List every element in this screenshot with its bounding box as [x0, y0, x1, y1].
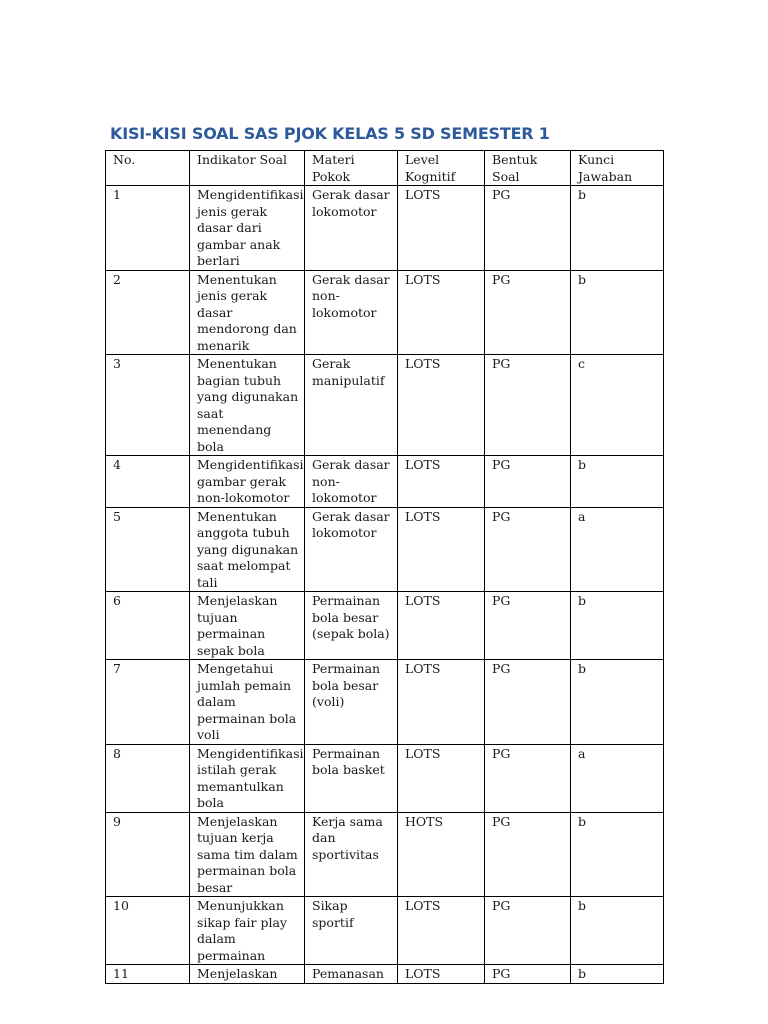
cell-level: LOTS: [398, 965, 485, 984]
cell-kunci: b: [571, 965, 664, 984]
cell-bentuk: PG: [485, 897, 571, 965]
header-no: No.: [106, 151, 190, 186]
table-row: [106, 355, 664, 456]
cell-kunci: b: [571, 812, 664, 897]
cell-materi: Pemanasan: [305, 965, 398, 984]
cell-materi: Gerak manipulatif: [305, 355, 398, 456]
cell-bentuk: PG: [485, 186, 571, 271]
cell-kunci: b: [571, 270, 664, 355]
table-row: [106, 660, 664, 745]
cell-level: LOTS: [398, 660, 485, 745]
cell-no: 9: [106, 812, 190, 897]
header-level: Level Kognitif: [398, 151, 485, 186]
cell-materi: Sikap sportif: [305, 897, 398, 965]
cell-indikator: Mengidentifikasi gambar gerak non-lokomotor: [190, 456, 305, 508]
header-row: [106, 151, 664, 186]
cell-no: 7: [106, 660, 190, 745]
header-kunci: Kunci Jawaban: [571, 151, 664, 186]
cell-materi: Gerak dasar lokomotor: [305, 186, 398, 271]
cell-indikator: Menentukan jenis gerak dasar mendorong dan menarik: [190, 270, 305, 355]
cell-bentuk: PG: [485, 812, 571, 897]
cell-indikator: Menjelaskan tujuan kerja sama tim dalam permainan bola besar: [190, 812, 305, 897]
cell-indikator: Menjelaskan: [190, 965, 305, 984]
cell-kunci: b: [571, 592, 664, 660]
cell-bentuk: PG: [485, 456, 571, 508]
cell-level: LOTS: [398, 897, 485, 965]
cell-materi: Gerak dasar non-lokomotor: [305, 270, 398, 355]
cell-no: 1: [106, 186, 190, 271]
table-row: [106, 456, 664, 508]
cell-level: LOTS: [398, 592, 485, 660]
cell-no: 11: [106, 965, 190, 984]
header-materi: Materi Pokok: [305, 151, 398, 186]
cell-kunci: c: [571, 355, 664, 456]
cell-materi: Kerja sama dan sportivitas: [305, 812, 398, 897]
cell-bentuk: PG: [485, 507, 571, 592]
cell-materi: Permainan bola besar (voli): [305, 660, 398, 745]
cell-materi: Permainan bola besar (sepak bola): [305, 592, 398, 660]
cell-materi: Permainan bola basket: [305, 744, 398, 812]
cell-kunci: b: [571, 186, 664, 271]
cell-kunci: a: [571, 507, 664, 592]
cell-no: 5: [106, 507, 190, 592]
cell-indikator: Mengetahui jumlah pemain dalam permainan bola voli: [190, 660, 305, 745]
cell-bentuk: PG: [485, 355, 571, 456]
table-row: [106, 592, 664, 660]
cell-materi: Gerak dasar lokomotor: [305, 507, 398, 592]
table-row: [106, 744, 664, 812]
cell-indikator: Mengidentifikasi jenis gerak dasar dari gambar anak berlari: [190, 186, 305, 271]
cell-no: 8: [106, 744, 190, 812]
cell-kunci: b: [571, 660, 664, 745]
table-row: [106, 186, 664, 271]
cell-level: HOTS: [398, 812, 485, 897]
cell-level: LOTS: [398, 744, 485, 812]
cell-indikator: Menentukan bagian tubuh yang digunakan saat menendang bola: [190, 355, 305, 456]
cell-indikator: Mengidentifikasi istilah gerak memantulkan bola: [190, 744, 305, 812]
table-row: [106, 965, 664, 984]
cell-bentuk: PG: [485, 744, 571, 812]
cell-indikator: Menentukan anggota tubuh yang digunakan saat melompat tali: [190, 507, 305, 592]
cell-kunci: a: [571, 744, 664, 812]
cell-level: LOTS: [398, 507, 485, 592]
table-row: [106, 897, 664, 965]
page-title: KISI-KISI SOAL SAS PJOK KELAS 5 SD SEMESTER 1: [110, 124, 550, 143]
cell-bentuk: PG: [485, 965, 571, 984]
cell-kunci: b: [571, 456, 664, 508]
cell-level: LOTS: [398, 270, 485, 355]
table-row: [106, 270, 664, 355]
cell-no: 3: [106, 355, 190, 456]
cell-level: LOTS: [398, 355, 485, 456]
cell-no: 6: [106, 592, 190, 660]
cell-level: LOTS: [398, 186, 485, 271]
cell-level: LOTS: [398, 456, 485, 508]
cell-bentuk: PG: [485, 660, 571, 745]
cell-kunci: b: [571, 897, 664, 965]
table-row: [106, 812, 664, 897]
table-row: [106, 507, 664, 592]
cell-indikator: Menunjukkan sikap fair play dalam permainan: [190, 897, 305, 965]
cell-materi: Gerak dasar non-lokomotor: [305, 456, 398, 508]
cell-bentuk: PG: [485, 592, 571, 660]
cell-no: 2: [106, 270, 190, 355]
header-bentuk: Bentuk Soal: [485, 151, 571, 186]
cell-bentuk: PG: [485, 270, 571, 355]
cell-no: 4: [106, 456, 190, 508]
cell-no: 10: [106, 897, 190, 965]
header-indikator: Indikator Soal: [190, 151, 305, 186]
cell-indikator: Menjelaskan tujuan permainan sepak bola: [190, 592, 305, 660]
kisi-kisi-table: [105, 150, 664, 984]
